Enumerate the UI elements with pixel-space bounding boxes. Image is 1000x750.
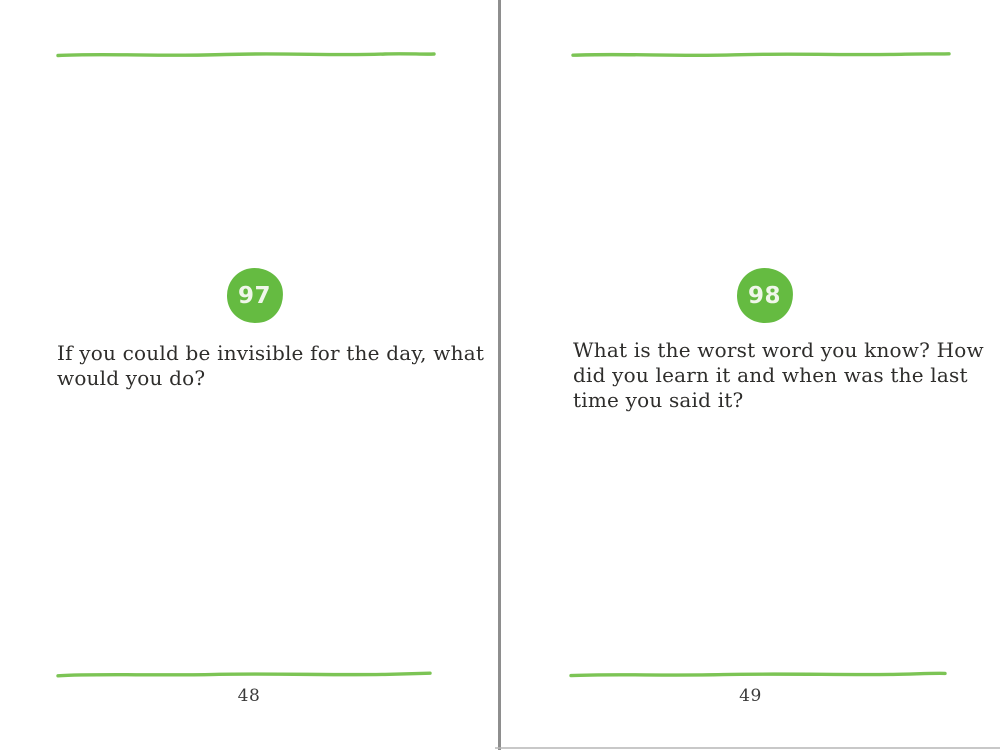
bottom-rule-left — [55, 670, 433, 679]
top-rule-left — [55, 50, 437, 59]
question-line: If you could be invisible for the day, what — [57, 341, 485, 365]
question-line: did you learn it and when was the last — [573, 363, 968, 387]
question-line: would you do? — [57, 366, 206, 390]
question-number: 98 — [748, 282, 782, 309]
question-text — [573, 338, 984, 413]
page-number: 48 — [237, 686, 261, 706]
page-right — [501, 0, 1000, 750]
question-number-badge — [735, 266, 795, 325]
question-line: What is the worst word you know? How — [573, 338, 984, 362]
page-left — [0, 0, 498, 750]
question-line: time you said it? — [573, 388, 744, 412]
top-rule-right — [570, 50, 952, 59]
page-edge-shadow — [495, 747, 1000, 749]
question-number: 97 — [238, 282, 272, 309]
page-number: 49 — [739, 686, 762, 706]
question-text — [57, 341, 484, 391]
question-number-badge — [225, 266, 285, 325]
bottom-rule-right — [568, 670, 948, 679]
